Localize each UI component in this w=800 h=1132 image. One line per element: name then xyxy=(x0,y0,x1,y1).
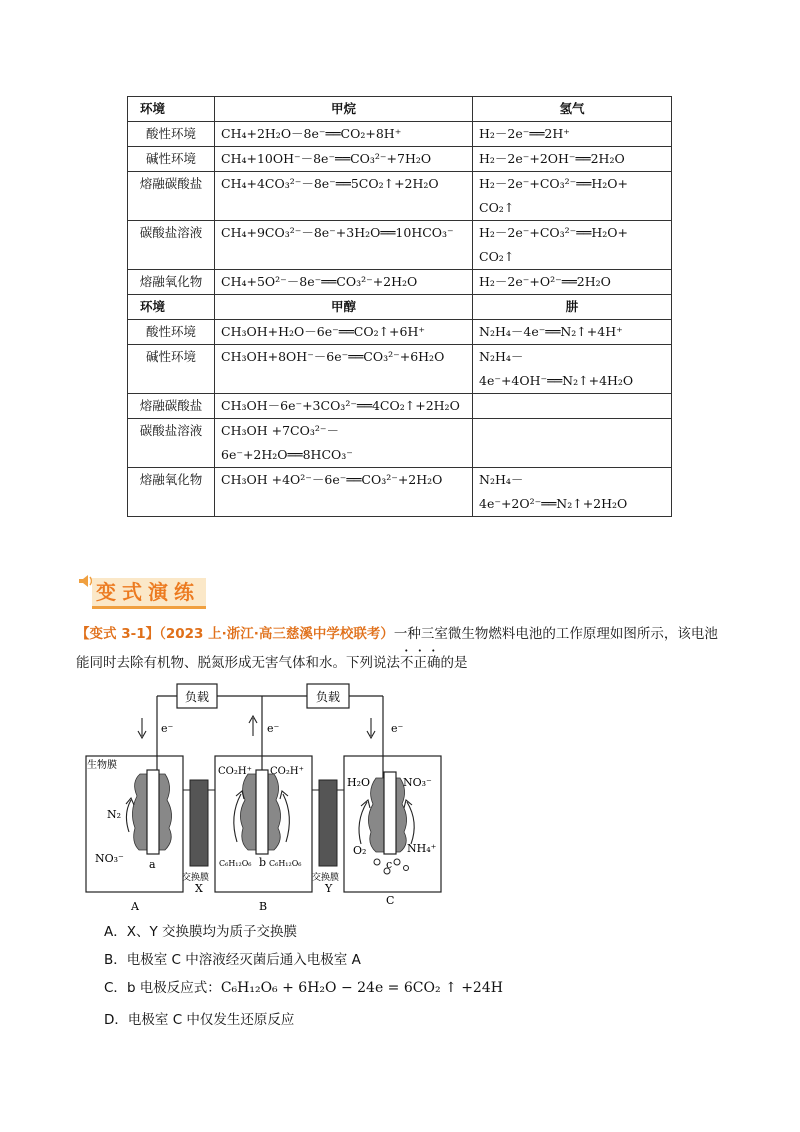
option-d[interactable]: D．电极室 C 中仅发生还原反应 xyxy=(104,1012,295,1028)
electrode-reaction-table xyxy=(127,96,672,517)
electrode-label-a: a xyxy=(149,858,156,871)
section-banner xyxy=(76,572,216,612)
electron-label-3: e⁻ xyxy=(391,722,404,735)
table-header-row xyxy=(128,97,672,122)
header-hydrazine: 肼 xyxy=(473,295,672,320)
membrane-y xyxy=(319,780,337,866)
load-label-1: 负载 xyxy=(184,690,210,704)
table-row: 碱性环境 CH₃OH+8OH⁻－6e⁻══CO₃²⁻+6H₂O N₂H₄－4e⁻+4OH⁻══N₂↑+4H₂O xyxy=(128,345,672,394)
biofilm-a xyxy=(132,774,147,850)
electrode-label-b: b xyxy=(259,856,267,869)
electrode-label-c: c xyxy=(386,858,393,871)
question-stem xyxy=(76,621,724,676)
table-row: 碱性环境 CH₄+10OH⁻－8e⁻══CO₃²⁻+7H₂O H₂－2e⁻+2OH⁻══2H₂O xyxy=(128,147,672,172)
biofilm-label: 生物膜 xyxy=(87,760,117,771)
label-nh4: NH₄⁺ xyxy=(407,842,437,855)
question-tag: 【变式 3-1】 xyxy=(76,626,160,642)
label-n2: N₂ xyxy=(107,808,122,821)
option-c[interactable]: C．b 电极反应式：C₆H₁₂O₆ + 6H₂O − 24e = 6CO₂ ↑ +24H xyxy=(104,980,503,996)
chamber-label-a: A xyxy=(131,900,139,913)
option-b[interactable]: B．电极室 C 中溶液经灭菌后通入电极室 A xyxy=(104,952,361,968)
header-hydrogen: 氢气 xyxy=(473,97,672,122)
table-header-row xyxy=(128,295,672,320)
header-methane: 甲烷 xyxy=(215,97,473,122)
question-emphasis: 不正确 xyxy=(400,655,441,671)
electrode-b xyxy=(256,770,268,854)
biofilm-b xyxy=(240,774,256,850)
table-row: 熔融碳酸盐 CH₃OH－6e⁻+3CO₃²⁻══4CO₂↑+2H₂O xyxy=(128,394,672,419)
label-co2h-2: CO₂H⁺ xyxy=(270,766,304,777)
electron-label-2: e⁻ xyxy=(267,722,280,735)
electron-arrows xyxy=(138,716,375,738)
option-c-formula: C₆H₁₂O₆ + 6H₂O − 24e = 6CO₂ ↑ +24H xyxy=(220,980,503,996)
label-o2: O₂ xyxy=(353,844,367,857)
table-row: 熔融氧化物 CH₄+5O²⁻－8e⁻══CO₃²⁻+2H₂O H₂－2e⁻+O²⁻══2H₂O xyxy=(128,270,672,295)
question-end: 的是 xyxy=(440,655,468,671)
header-env: 环境 xyxy=(128,97,215,122)
table-row: 酸性环境 CH₃OH+H₂O－6e⁻══CO₂↑+6H⁺ N₂H₄－4e⁻══N₂↑+4H⁺ xyxy=(128,320,672,345)
label-glucose-2: C₆H₁₂O₆ xyxy=(269,859,302,868)
membrane-id-y: Y xyxy=(325,882,333,895)
load-label-2: 负载 xyxy=(315,690,341,704)
header-env-2: 环境 xyxy=(128,295,215,320)
header-methanol: 甲醇 xyxy=(215,295,473,320)
membrane-id-x: X xyxy=(195,882,203,895)
question-source: （2023 上·浙江·高三慈溪中学校联考） xyxy=(159,626,394,642)
membrane-label-x: 交换膜 xyxy=(182,873,210,883)
membrane-x xyxy=(190,780,208,866)
label-h2o: H₂O xyxy=(347,776,371,789)
label-no3-c: NO₃⁻ xyxy=(403,776,432,789)
label-glucose-1: C₆H₁₂O₆ xyxy=(219,859,252,868)
electrode-c xyxy=(384,772,396,854)
electron-label-1: e⁻ xyxy=(161,722,174,735)
chamber-label-c: C xyxy=(386,894,395,907)
fuel-cell-diagram xyxy=(85,682,445,914)
table-row: 碳酸盐溶液 CH₃OH +7CO₃²⁻－6e⁻+2H₂O══8HCO₃⁻ xyxy=(128,419,672,468)
table-row: 酸性环境 CH₄+2H₂O－8e⁻══CO₂+8H⁺ H₂－2e⁻══2H⁺ xyxy=(128,122,672,147)
table-row: 碳酸盐溶液 CH₄+9CO₃²⁻－8e⁻+3H₂O══10HCO₃⁻ H₂－2e⁻+CO₃²⁻══H₂O+ CO₂↑ xyxy=(128,221,672,270)
label-no3-a: NO₃⁻ xyxy=(95,852,124,865)
electrode-a xyxy=(147,770,159,854)
option-a[interactable]: A．X、Y 交换膜均为质子交换膜 xyxy=(104,924,298,940)
table-row: 熔融碳酸盐 CH₄+4CO₃²⁻－8e⁻══5CO₂↑+2H₂O H₂－2e⁻+CO₃²⁻══H₂O+ CO₂↑ xyxy=(128,172,672,221)
table-row: 熔融氧化物 CH₃OH +4O²⁻－6e⁻══CO₃²⁻+2H₂O N₂H₄－4e⁻+2O²⁻══N₂↑+2H₂O xyxy=(128,468,672,517)
section-title: 变式演练 xyxy=(96,580,200,604)
label-co2h-1: CO₂H⁺ xyxy=(218,766,252,777)
chamber-label-b: B xyxy=(259,900,268,913)
question-body: 一种三室微生物燃料电池的工作原理如图所示，该电池能同时去除有机物、脱氮形成无害气体和水。下列说法 xyxy=(76,626,718,671)
biofilm-c xyxy=(368,778,384,852)
membrane-label-y: 交换膜 xyxy=(312,873,340,883)
